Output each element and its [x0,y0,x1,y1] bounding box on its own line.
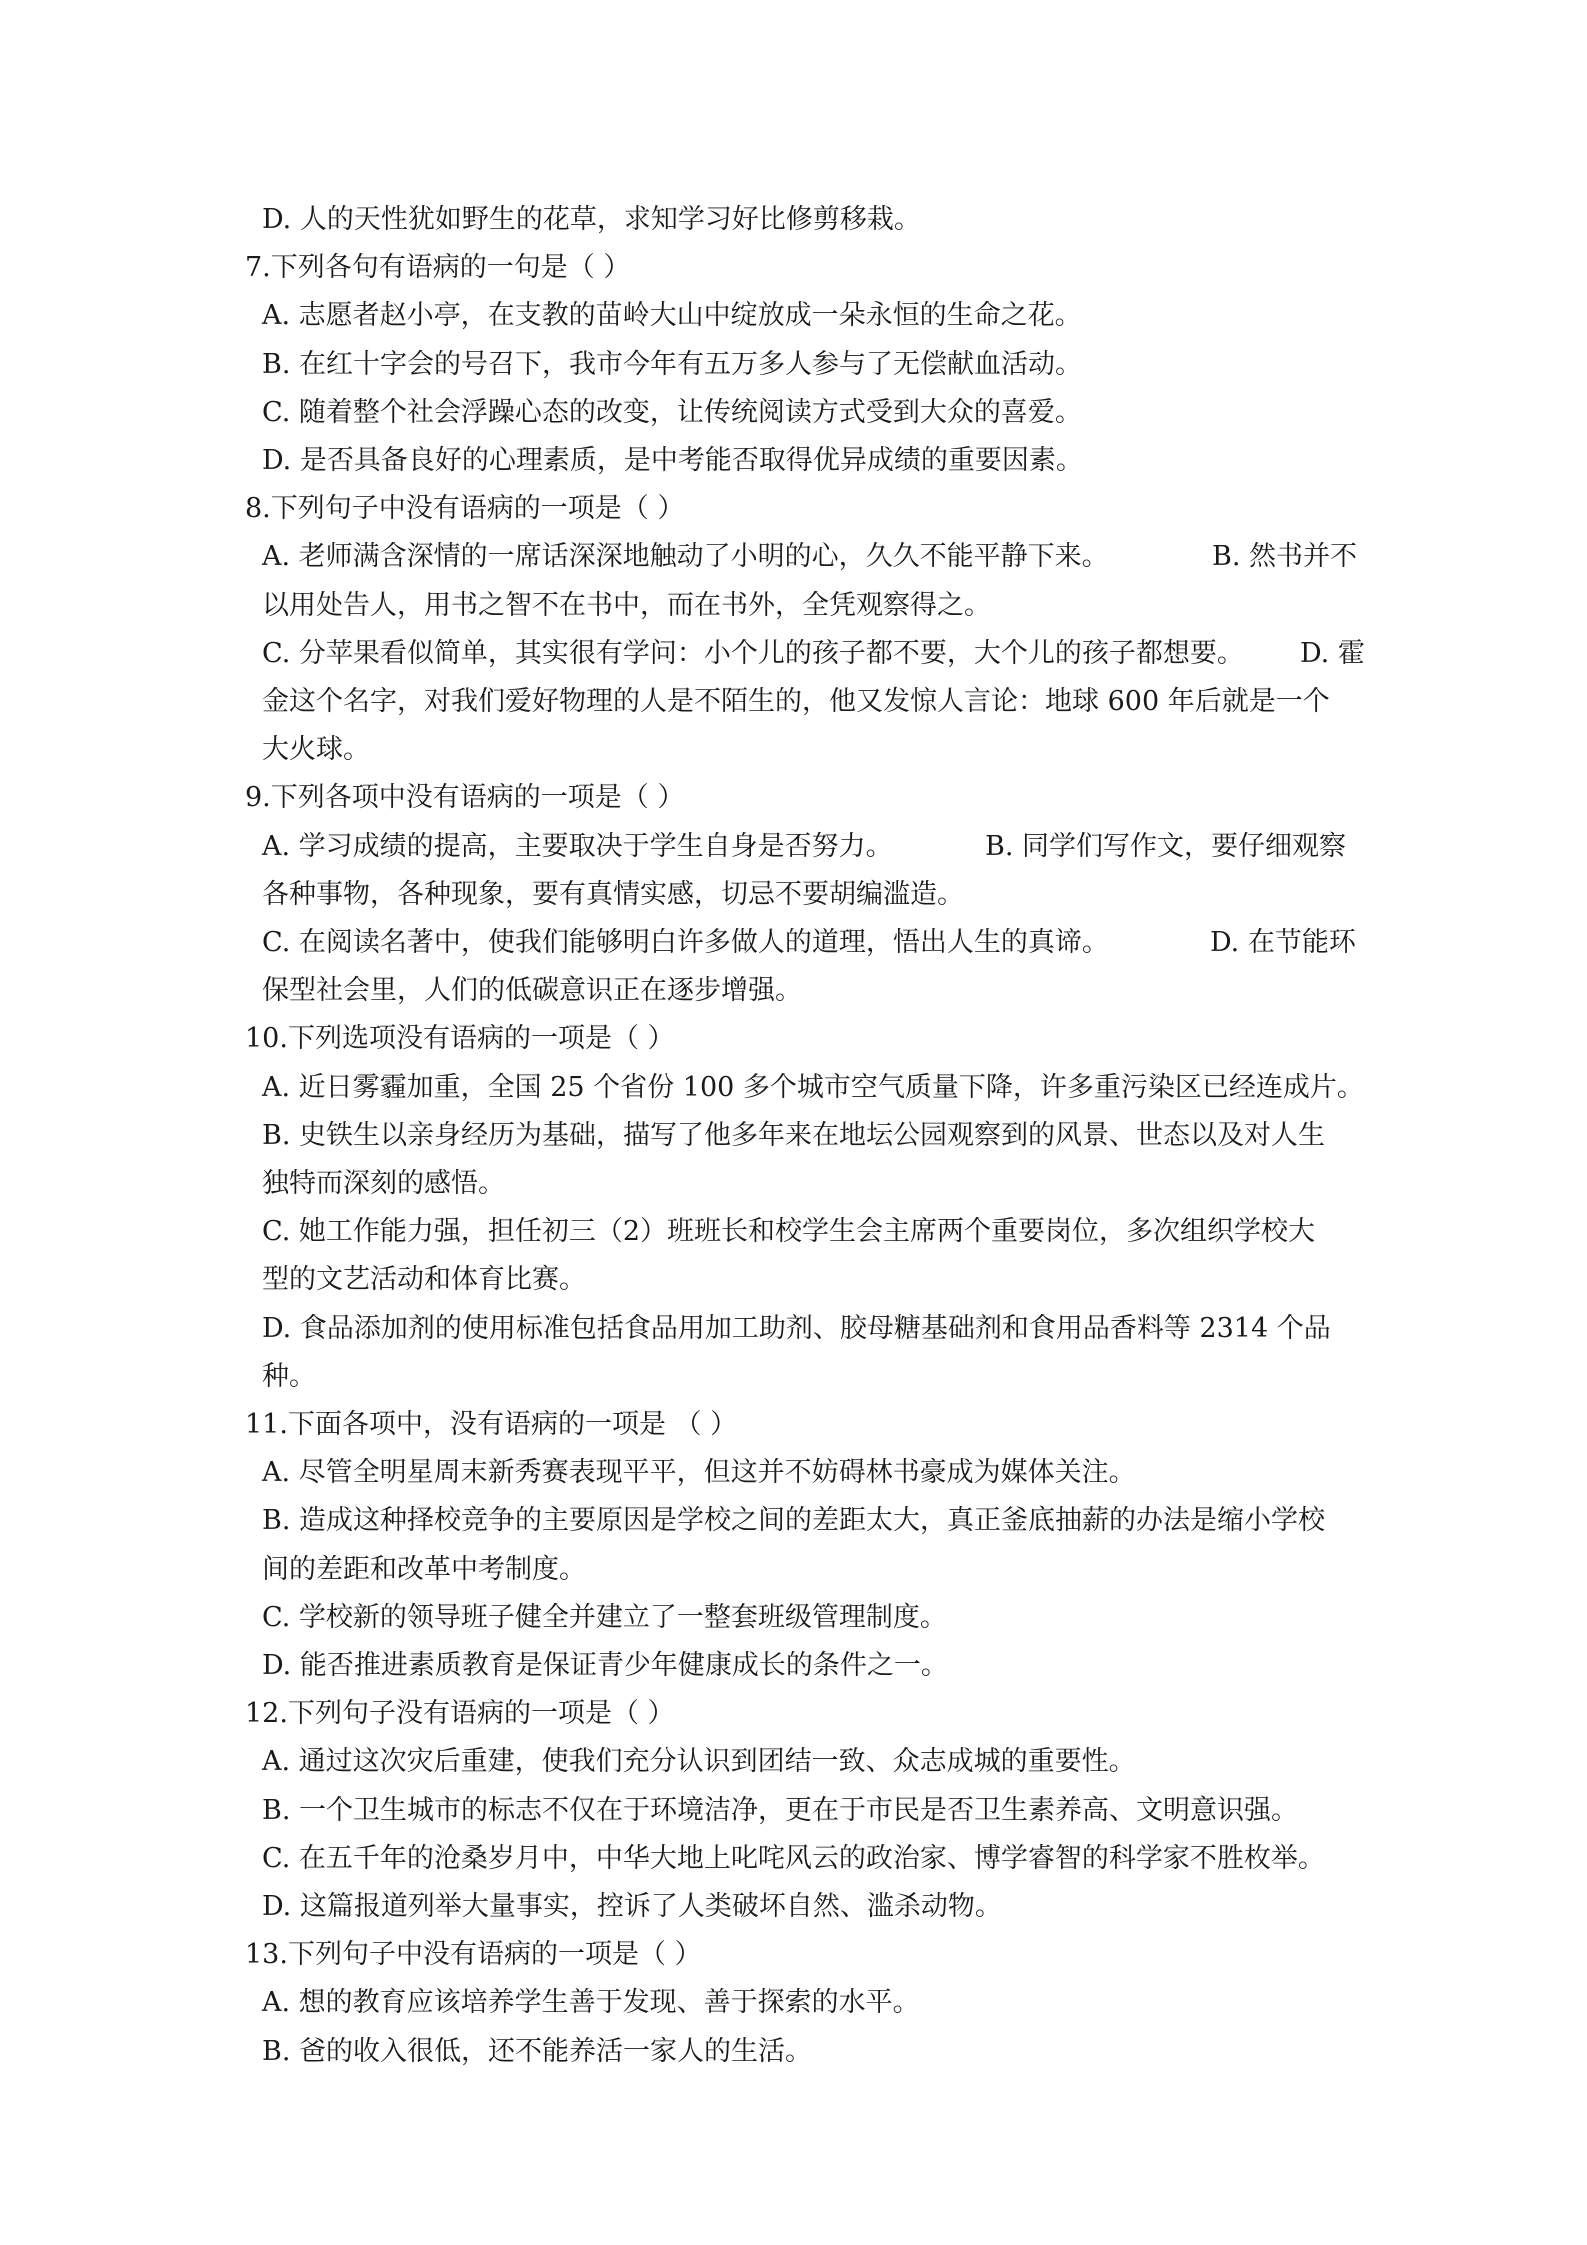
answer-option-line: 金这个名字，对我们爱好物理的人是不陌生的，他又发惊人言论：地球 600 年后就是一个 [262,686,1330,717]
answer-option-line: B. 爸的收入很低，还不能养活一家人的生活。 [262,2036,813,2067]
answer-option-line: A. 学习成绩的提高，主要取决于学生自身是否努力。 [262,831,893,862]
answer-option-line: A. 通过这次灾后重建，使我们充分认识到团结一致、众志成城的重要性。 [262,1746,1136,1777]
answer-option-inline: B. 然书并不 [1212,541,1358,572]
answer-option-line: D. 这篇报道列举大量事实，控诉了人类破坏自然、滥杀动物。 [262,1891,1002,1922]
answer-option-line: C. 在五千年的沧桑岁月中，中华大地上叱咤风云的政治家、博学睿智的科学家不胜枚举。 [262,1843,1325,1874]
answer-option-line: D. 能否推进素质教育是保证青少年健康成长的条件之一。 [262,1650,948,1681]
answer-option-line: D. 人的天性犹如野生的花草，求知学习好比修剪移栽。 [262,204,921,235]
question-stem: 10.下列选项没有语病的一项是（ ） [245,1023,675,1054]
answer-option-line: 大火球。 [262,734,370,765]
answer-option-line: D. 是否具备良好的心理素质，是中考能否取得优异成绩的重要因素。 [262,445,1083,476]
question-stem: 8.下列句子中没有语病的一项是（ ） [245,493,685,524]
answer-option-line: 各种事物，各种现象，要有真情实感，切忌不要胡编滥造。 [262,879,964,910]
answer-option-line: A. 近日雾霾加重，全国 25 个省份 100 多个城市空气质量下降，许多重污染区已经连成片。 [262,1072,1364,1103]
answer-option-line: C. 随着整个社会浮躁心态的改变，让传统阅读方式受到大众的喜爱。 [262,397,1082,428]
answer-option-line: A. 老师满含深情的一席话深深地触动了小明的心，久久不能平静下来。 [262,541,1109,572]
answer-option-line: C. 她工作能力强，担任初三（2）班班长和校学生会主席两个重要岗位，多次组织学校大 [262,1216,1316,1247]
answer-option-inline: B. 同学们写作文，要仔细观察 [985,831,1347,862]
question-stem: 11.下面各项中，没有语病的一项是 （ ） [245,1409,738,1440]
answer-option-line: 独特而深刻的感悟。 [262,1168,505,1199]
answer-option-inline: D. 霍 [1300,638,1365,669]
answer-option-line: A. 想的教育应该培养学生善于发现、善于探索的水平。 [262,1987,920,2018]
answer-option-line: A. 志愿者赵小亭，在支教的苗岭大山中绽放成一朵永恒的生命之花。 [262,300,1082,331]
answer-option-line: B. 在红十字会的号召下，我市今年有五万多人参与了无偿献血活动。 [262,349,1083,380]
answer-option-line: 保型社会里，人们的低碳意识正在逐步增强。 [262,975,802,1006]
answer-option-line: 间的差距和改革中考制度。 [262,1554,586,1585]
answer-option-line: 型的文艺活动和体育比赛。 [262,1264,586,1295]
answer-option-line: D. 食品添加剂的使用标准包括食品用加工助剂、胶母糖基础剂和食用品香料等 2314 个品 [262,1313,1331,1344]
answer-option-line: 种。 [262,1361,316,1392]
question-stem: 12.下列句子没有语病的一项是（ ） [245,1698,675,1729]
question-stem: 7.下列各句有语病的一句是（ ） [245,252,631,283]
question-stem: 9.下列各项中没有语病的一项是（ ） [245,782,685,813]
answer-option-line: B. 一个卫生城市的标志不仅在于环境洁净，更在于市民是否卫生素养高、文明意识强。 [262,1795,1299,1826]
answer-option-line: C. 在阅读名著中，使我们能够明白许多做人的道理，悟出人生的真谛。 [262,927,1109,958]
question-stem: 13.下列句子中没有语病的一项是（ ） [245,1939,702,1970]
answer-option-inline: D. 在节能环 [1210,927,1356,958]
answer-option-line: 以用处告人，用书之智不在书中，而在书外，全凭观察得之。 [262,590,991,621]
answer-option-line: B. 史铁生以亲身经历为基础，描写了他多年来在地坛公园观察到的风景、世态以及对人生 [262,1120,1326,1151]
answer-option-line: C. 学校新的领导班子健全并建立了一整套班级管理制度。 [262,1602,947,1633]
answer-option-line: B. 造成这种择校竞争的主要原因是学校之间的差距太大，真正釜底抽薪的办法是缩小学校 [262,1505,1326,1536]
answer-option-line: C. 分苹果看似简单，其实很有学问：小个儿的孩子都不要，大个儿的孩子都想要。 [262,638,1244,669]
answer-option-line: A. 尽管全明星周末新秀赛表现平平，但这并不妨碍林书豪成为媒体关注。 [262,1457,1136,1488]
